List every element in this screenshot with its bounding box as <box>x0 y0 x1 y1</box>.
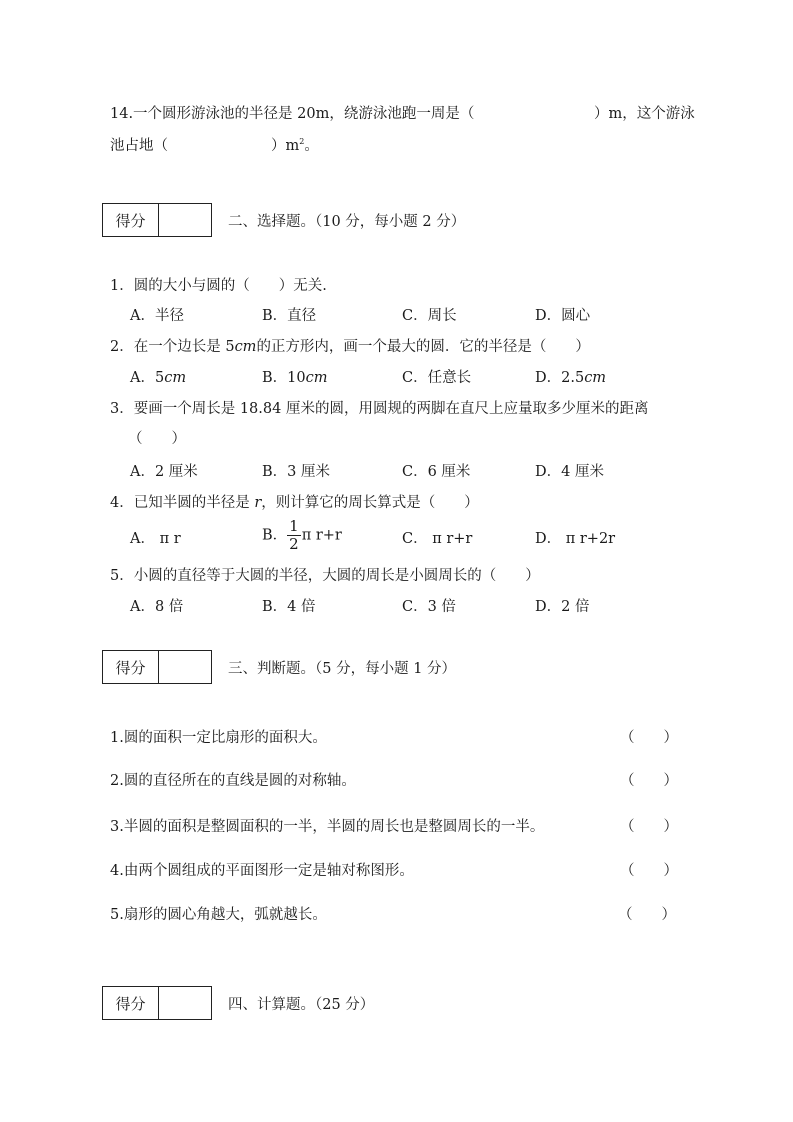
choice-q2-post: 的正方形内，画一个最大的圆．它的半径是（ ） <box>256 339 590 355</box>
score-box-section-4 <box>102 986 212 1020</box>
judge-q1: 1.圆的面积一定比扇形的面积大。 <box>110 730 327 746</box>
choice-q2-opt-a-text: A．5 <box>130 370 165 386</box>
choice-q3-opt-b[interactable]: B．3 厘米 <box>262 464 330 480</box>
choice-q5-opt-c[interactable]: C．3 倍 <box>402 599 456 615</box>
q14-end: 。 <box>304 138 319 154</box>
choice-q3-opt-a[interactable]: A．2 厘米 <box>130 464 198 480</box>
choice-q4-opt-b[interactable] <box>262 519 342 552</box>
choice-q1: 1．圆的大小与圆的（ ）无关. <box>110 278 327 294</box>
choice-q1-opt-c[interactable]: C．周长 <box>402 308 457 324</box>
choice-q3-opt-c[interactable]: C．6 厘米 <box>402 464 471 480</box>
choice-q2-opt-b-text: B．10 <box>262 370 306 386</box>
score-value-field[interactable] <box>159 987 211 1019</box>
one-half-fraction <box>287 519 301 552</box>
choice-q4-var: r <box>254 495 262 511</box>
choice-q1-opt-a[interactable]: A．半径 <box>130 308 184 324</box>
section-title-calc: 四、计算题。（25 分） <box>228 997 375 1013</box>
choice-q2-opt-d-text: D．2.5 <box>535 370 585 386</box>
choice-q2-opt-b[interactable] <box>262 366 327 387</box>
q14-line2-start: 池占地（ <box>110 138 168 154</box>
score-box-section-2 <box>102 203 212 237</box>
choice-q2-opt-a-unit: cm <box>164 370 187 386</box>
choice-q5-opt-b[interactable]: B．4 倍 <box>262 599 316 615</box>
choice-q3: 3．要画一个周长是 18.84 厘米的圆，用圆规的两脚在直尺上应量取多少厘米的距离 <box>110 401 649 417</box>
choice-q2-unit: cm <box>234 339 257 355</box>
score-value-field[interactable] <box>159 651 211 683</box>
judge-q2-answer[interactable]: （ ） <box>620 773 678 789</box>
choice-q4-opt-a[interactable]: A． π r <box>130 531 181 547</box>
choice-q2-pre: 2．在一个边长是 5 <box>110 339 235 355</box>
q14-unit-sup: 2 <box>299 137 305 147</box>
choice-q4-opt-c[interactable]: C． π r+r <box>402 531 473 547</box>
judge-q4-answer[interactable]: （ ） <box>620 863 678 879</box>
choice-q5-opt-d[interactable]: D．2 倍 <box>535 599 590 615</box>
choice-q2-opt-c[interactable]: C．任意长 <box>402 370 472 386</box>
choice-q3-opt-d[interactable]: D．4 厘米 <box>535 464 604 480</box>
score-value-field[interactable] <box>159 204 211 236</box>
choice-q2-opt-b-unit: cm <box>305 370 328 386</box>
choice-q3-paren: （ ） <box>128 431 186 447</box>
judge-q3-answer[interactable]: （ ） <box>620 819 678 835</box>
choice-q2-opt-d-unit: cm <box>584 370 607 386</box>
choice-q4-opt-d[interactable]: D． π r+2r <box>535 531 616 547</box>
fraction-denominator: 2 <box>289 535 299 553</box>
section-title-choice: 二、选择题。（10 分，每小题 2 分） <box>228 214 466 230</box>
score-box-section-3 <box>102 650 212 684</box>
choice-q4-post: ，则计算它的周长算式是（ ） <box>261 495 479 511</box>
fraction-numerator: 1 <box>289 517 299 535</box>
section-title-judge: 三、判断题。（5 分，每小题 1 分） <box>228 661 457 677</box>
q14-line1-close: ）m，这个游泳 <box>594 106 695 122</box>
choice-q5-opt-a[interactable]: A．8 倍 <box>130 599 184 615</box>
choice-q4-pre: 4．已知半圆的半径是 <box>110 495 250 511</box>
q14-text: 14.一个圆形游泳池的半径是 20m，绕游泳池跑一周是（ <box>110 106 475 122</box>
score-label: 得分 <box>103 651 159 683</box>
q14-unit: ）m <box>271 138 300 154</box>
choice-q1-opt-d[interactable]: D．圆心 <box>535 308 591 324</box>
choice-q2 <box>110 335 590 356</box>
q14-line2 <box>110 134 168 155</box>
q14-line2-close <box>271 134 319 155</box>
score-label: 得分 <box>103 987 159 1019</box>
judge-q5: 5.扇形的圆心角越大，弧就越长。 <box>110 907 327 923</box>
judge-q5-answer[interactable]: （ ） <box>618 907 676 923</box>
judge-q2: 2.圆的直径所在的直线是圆的对称轴。 <box>110 773 356 789</box>
score-label: 得分 <box>103 204 159 236</box>
choice-q4 <box>110 491 479 512</box>
judge-q3: 3.半圆的面积是整圆面积的一半，半圆的周长也是整圆周长的一半。 <box>110 819 545 835</box>
q14-line1 <box>110 102 474 123</box>
choice-q5: 5．小圆的直径等于大圆的半径，大圆的周长是小圆周长的（ ） <box>110 568 540 584</box>
choice-q4-opt-b-letter: B． <box>262 527 288 544</box>
choice-q1-opt-b[interactable]: B．直径 <box>262 308 317 324</box>
choice-q2-opt-a[interactable] <box>130 366 186 387</box>
choice-q4-opt-b-tail: π r+r <box>301 527 342 544</box>
choice-q2-opt-d[interactable] <box>535 366 606 387</box>
judge-q4: 4.由两个圆组成的平面图形一定是轴对称图形。 <box>110 863 414 879</box>
judge-q1-answer[interactable]: （ ） <box>620 730 678 746</box>
